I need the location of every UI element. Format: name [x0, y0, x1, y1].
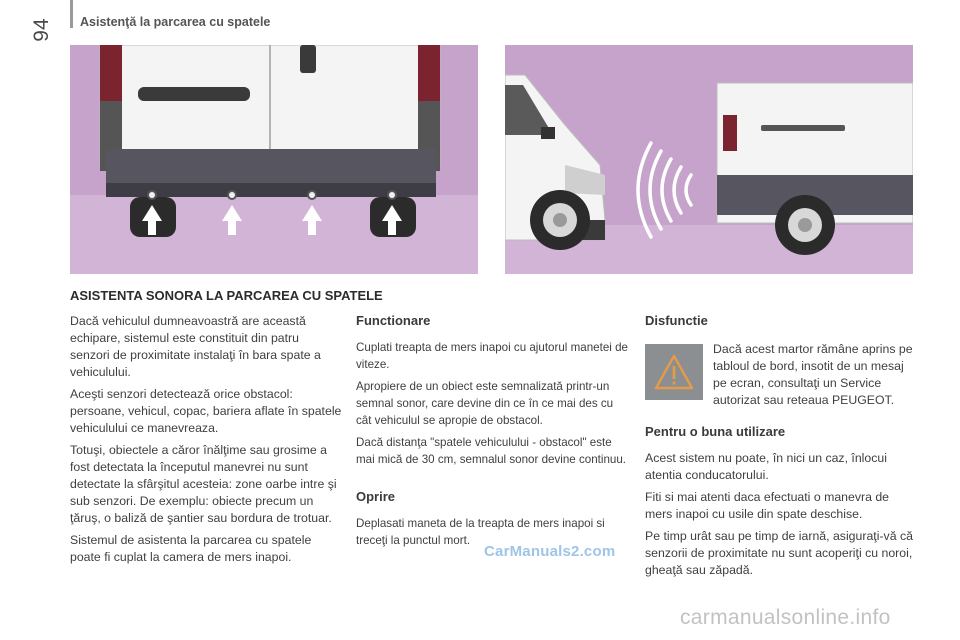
oprire-paragraph: Deplasati maneta de la treapta de mers inapoi si treceţi la punctul mort.	[356, 517, 605, 547]
warning-triangle-icon	[654, 353, 694, 391]
warning-box	[645, 344, 703, 400]
utilizare-paragraph-1: Acest sistem nu poate, în nici un caz, înlocui atentia conducatorului.	[645, 451, 887, 482]
carmanualsonline-watermark: carmanualsonline.info	[680, 606, 891, 629]
intro-paragraph-4: Sistemul de asistenta la parcarea cu spatele poate fi cuplat la camera de mers inapoi.	[70, 533, 312, 564]
malfunction-column	[645, 312, 917, 584]
vans-sound-waves-illustration	[505, 45, 913, 274]
warning-row	[645, 341, 917, 409]
header-title: Asistenţă la parcarea cu spatele	[80, 15, 271, 29]
disfunctie-heading: Disfunctie	[645, 313, 708, 328]
warning-text: Dacă acest martor rămâne aprins pe tabloul de bord, insotit de un mesaj pe ecran, consultaţi un Service autorizat sau reteaua PEUGEOT.	[713, 342, 913, 407]
rear-sensors-illustration	[70, 45, 478, 274]
oprire-heading: Oprire	[356, 489, 396, 504]
header-bar	[70, 0, 73, 28]
intro-paragraph-2: Aceşti senzori detectează orice obstacol: persoane, vehicul, copac, bariera aflate în spatele vehiculului ce manevreaza.	[70, 387, 342, 435]
carmanuals-watermark: CarManuals2.com	[484, 543, 616, 560]
utilizare-paragraph-3: Pe timp urât sau pe timp de iarnă, asiguraţi-vă că senzorii de proximitate nu sunt acoperiţi cu noroi, gheaţă sau zăpadă.	[645, 529, 913, 577]
section-title: ASISTENTA SONORA LA PARCAREA CU SPATELE	[70, 288, 383, 303]
intro-column	[70, 313, 342, 571]
functionare-paragraph-1: Cuplati treapta de mers inapoi cu ajutorul manetei de viteze.	[356, 341, 628, 371]
intro-paragraph-1: Dacă vehiculul dumneavoastră are această echipare, sistemul este constituit din patru senzori de proximitate instalaţi în bara spate a vehiculului.	[70, 314, 321, 379]
page-number: 94	[30, 18, 53, 42]
functionare-paragraph-3: Dacă distanţa "spatele vehiculului - obstacol" este mai mică de 30 cm, semnalul sonor devine continuu.	[356, 436, 627, 466]
intro-paragraph-3: Totuşi, obiectele a căror înălţime sau grosime a fost detectata la începutul manevrei nu sunt detectate la sfârşitul acesteia: zone oarbe intre şi sub senzori. De exemplu: obiecte precum un ţăruş, o baliză de şantier sau bordura de trotuar.	[70, 443, 337, 525]
utilizare-heading: Pentru o buna utilizare	[645, 424, 786, 439]
utilizare-paragraph-2: Fiti si mai atenti daca efectuati o manevra de mers inapoi cu usile din spate deschise.	[645, 490, 890, 521]
operation-column	[356, 312, 628, 554]
functionare-heading: Functionare	[356, 313, 431, 328]
functionare-paragraph-2: Apropiere de un obiect este semnalizată printr-un semnal sonor, care devine din ce în ce mai des cu cât vehiculul se apropie de obstacol.	[356, 380, 614, 427]
